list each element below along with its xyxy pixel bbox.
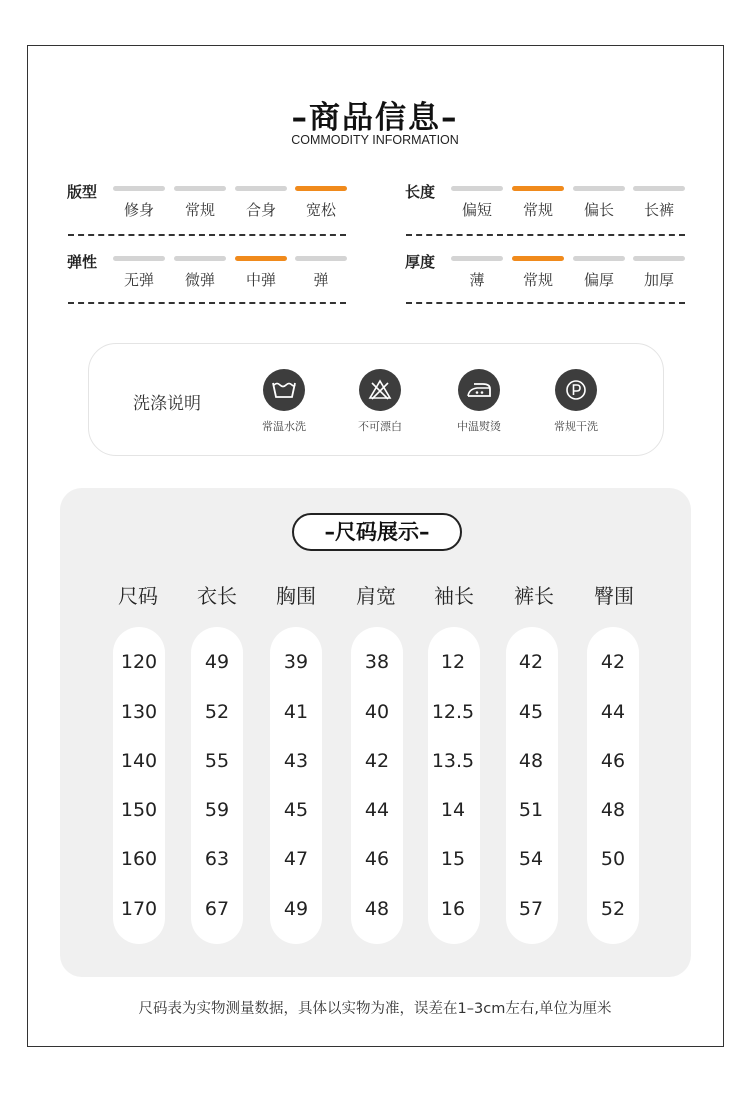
- dry-clean-icon: [555, 369, 597, 411]
- option-bar: [295, 186, 347, 191]
- divider: [406, 302, 685, 304]
- option-bar: [512, 186, 564, 191]
- table-cell: 59: [204, 799, 230, 821]
- table-cell: 49: [283, 898, 309, 920]
- table-cell: 160: [120, 848, 158, 870]
- size-header: 裤长: [514, 584, 554, 608]
- length-option-long: 偏长: [573, 186, 625, 220]
- divider: [68, 302, 346, 304]
- table-cell: 45: [283, 799, 309, 821]
- table-cell: 46: [600, 750, 626, 772]
- table-cell: 130: [120, 701, 158, 723]
- table-cell: 48: [364, 898, 390, 920]
- page-subtitle: COMMODITY INFORMATION: [291, 133, 459, 147]
- size-header: 袖长: [434, 584, 474, 608]
- size-column: [428, 627, 480, 944]
- attr-label-thickness: 厚度: [405, 253, 436, 271]
- size-column: [191, 627, 243, 944]
- table-cell: 46: [364, 848, 390, 870]
- option-bar: [113, 256, 165, 261]
- divider: [68, 234, 346, 236]
- elasticity-option-stretch: 弹: [295, 256, 347, 290]
- table-cell: 47: [283, 848, 309, 870]
- table-cell: 42: [364, 750, 390, 772]
- length-option-trousers: 长裤: [633, 186, 685, 220]
- table-cell: 150: [120, 799, 158, 821]
- table-cell: 140: [120, 750, 158, 772]
- footnote: 尺码表为实物测量数据，具体以实物为准，误差在1–3cm左右,单位为厘米: [138, 1001, 612, 1017]
- table-cell: 52: [600, 898, 626, 920]
- table-cell: 52: [204, 701, 230, 723]
- option-bar: [235, 186, 287, 191]
- thickness-option-thick: 偏厚: [573, 256, 625, 290]
- elasticity-option-medium: 中弹: [235, 256, 287, 290]
- wash-item-medium-iron: 中温熨烫: [439, 369, 519, 434]
- table-cell: 44: [364, 799, 390, 821]
- page-title: –商品信息–: [291, 100, 459, 136]
- table-cell: 57: [518, 898, 544, 920]
- table-cell: 49: [204, 651, 230, 673]
- no-bleach-icon: [359, 369, 401, 411]
- table-cell: 40: [364, 701, 390, 723]
- wash-item-no-bleach: 不可漂白: [340, 369, 420, 434]
- table-cell: 12: [440, 651, 466, 673]
- option-bar: [573, 186, 625, 191]
- attr-label-fit: 版型: [67, 183, 98, 201]
- option-bar: [451, 256, 503, 261]
- table-cell: 50: [600, 848, 626, 870]
- size-header: 胸围: [276, 584, 316, 608]
- option-bar: [573, 256, 625, 261]
- elasticity-option-none: 无弹: [113, 256, 165, 290]
- wash-item-dry-clean: 常规干洗: [536, 369, 616, 434]
- option-bar: [633, 186, 685, 191]
- table-cell: 16: [440, 898, 466, 920]
- length-option-short: 偏短: [451, 186, 503, 220]
- option-bar: [512, 256, 564, 261]
- table-cell: 54: [518, 848, 544, 870]
- option-bar: [235, 256, 287, 261]
- length-option-regular: 常规: [512, 186, 564, 220]
- size-column: [506, 627, 558, 944]
- table-cell: 55: [204, 750, 230, 772]
- table-cell: 48: [518, 750, 544, 772]
- table-cell: 39: [283, 651, 309, 673]
- table-cell: 41: [283, 701, 309, 723]
- table-cell: 63: [204, 848, 230, 870]
- fit-option-fitted: 合身: [235, 186, 287, 220]
- table-cell: 120: [120, 651, 158, 673]
- thickness-option-thin: 薄: [451, 256, 503, 290]
- wash-item-normal-wash: 常温水洗: [244, 369, 324, 434]
- table-cell: 67: [204, 898, 230, 920]
- fit-option-loose: 宽松: [295, 186, 347, 220]
- table-cell: 38: [364, 651, 390, 673]
- table-cell: 42: [518, 651, 544, 673]
- fit-option-regular: 常规: [174, 186, 226, 220]
- divider: [406, 234, 685, 236]
- table-cell: 45: [518, 701, 544, 723]
- size-header: 臀围: [594, 584, 634, 608]
- size-header: 衣长: [197, 584, 237, 608]
- wash-title: 洗涤说明: [133, 394, 201, 414]
- table-cell: 44: [600, 701, 626, 723]
- size-column: [270, 627, 322, 944]
- attr-label-length: 长度: [405, 183, 436, 201]
- option-bar: [174, 256, 226, 261]
- table-cell: 43: [283, 750, 309, 772]
- table-cell: 12.5: [431, 701, 475, 723]
- table-cell: 42: [600, 651, 626, 673]
- table-cell: 15: [440, 848, 466, 870]
- fit-option-slim: 修身: [113, 186, 165, 220]
- size-column: [351, 627, 403, 944]
- wash-tub-icon: [263, 369, 305, 411]
- option-bar: [113, 186, 165, 191]
- thickness-option-extra-thick: 加厚: [633, 256, 685, 290]
- option-bar: [451, 186, 503, 191]
- elasticity-option-slight: 微弹: [174, 256, 226, 290]
- iron-icon: [458, 369, 500, 411]
- size-table-title: –尺码展示–: [292, 513, 462, 551]
- option-bar: [295, 256, 347, 261]
- option-bar: [174, 186, 226, 191]
- table-cell: 48: [600, 799, 626, 821]
- size-column: [113, 627, 165, 944]
- thickness-option-regular: 常规: [512, 256, 564, 290]
- attr-label-elasticity: 弹性: [67, 253, 98, 271]
- size-header: 肩宽: [356, 584, 396, 608]
- table-cell: 14: [440, 799, 466, 821]
- table-cell: 170: [120, 898, 158, 920]
- size-column: [587, 627, 639, 944]
- table-cell: 13.5: [431, 750, 475, 772]
- size-header: 尺码: [118, 584, 158, 608]
- option-bar: [633, 256, 685, 261]
- table-cell: 51: [518, 799, 544, 821]
